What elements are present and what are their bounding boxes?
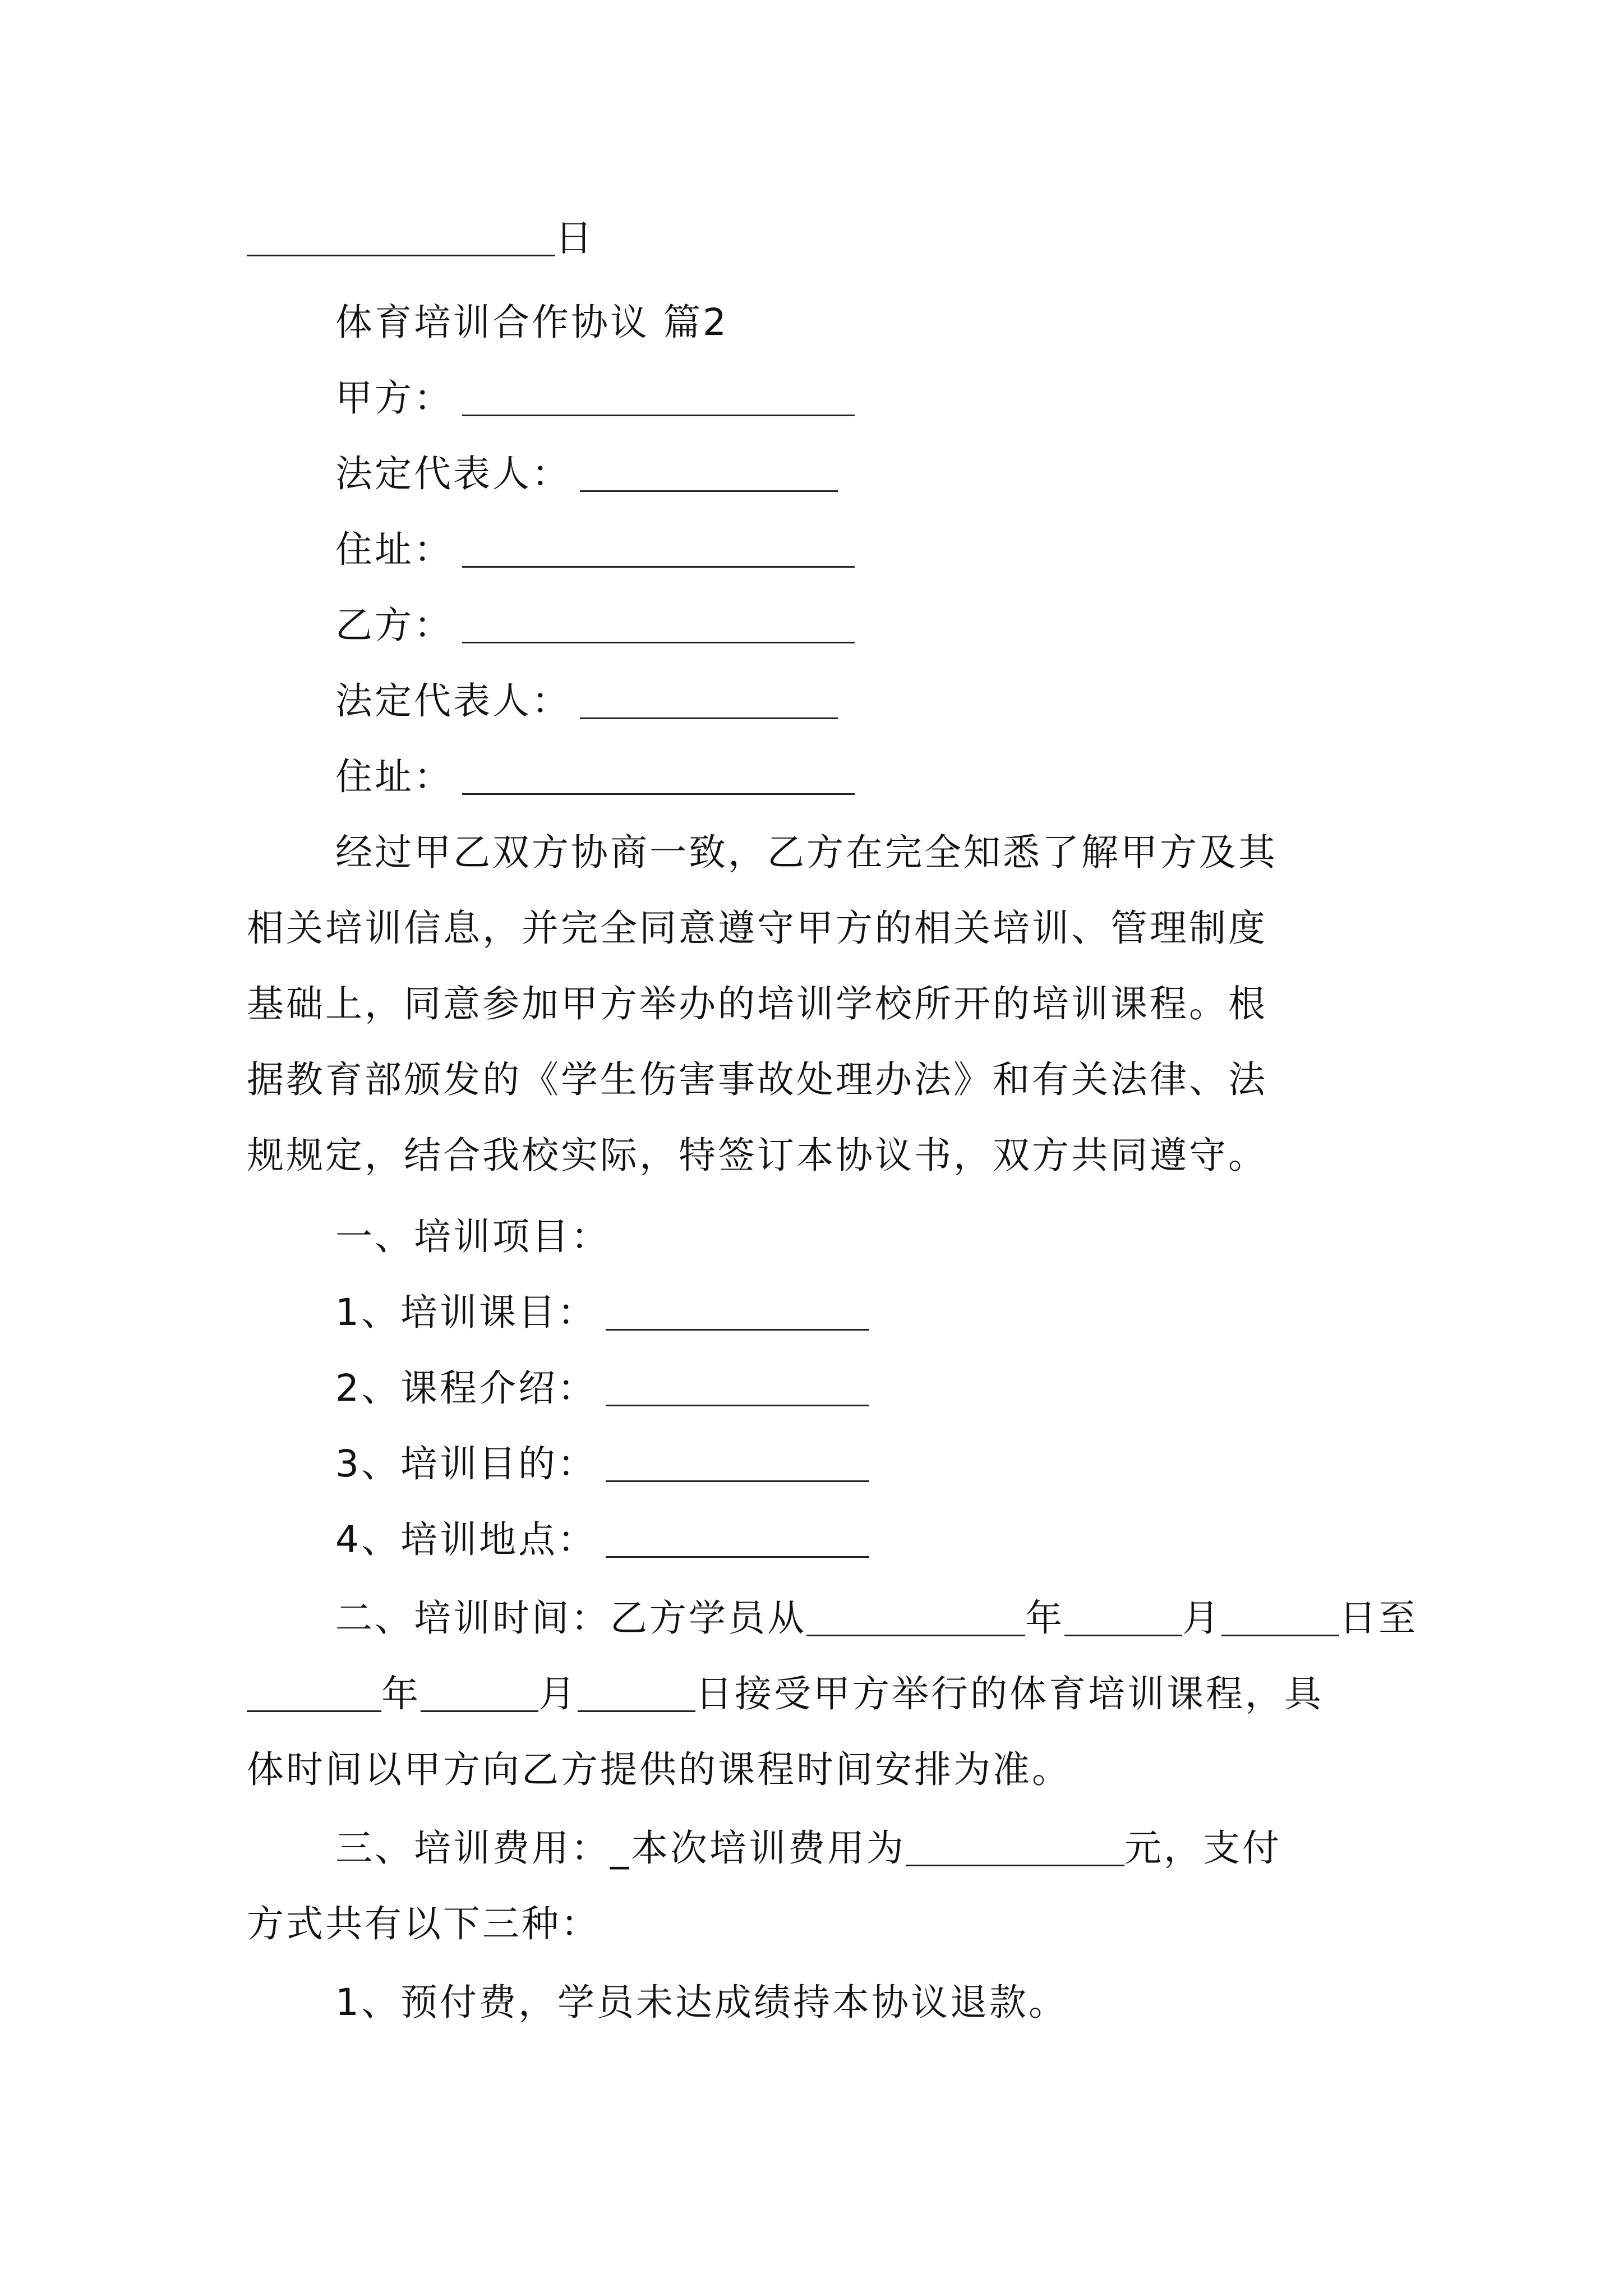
party-a-addr-label: 住址： (335, 528, 453, 571)
section-1-item-blank (606, 1358, 869, 1406)
doc-title: 体育培训合作协议 篇2 (335, 301, 728, 344)
party-a-rep-blank (580, 443, 838, 492)
section-3-line-2: 方式共有以下三种： (247, 1902, 600, 1945)
section-3-line-1 (335, 1818, 1281, 1879)
party-b-addr-label: 住址： (335, 755, 453, 798)
year-blank (806, 1588, 1025, 1636)
year-blank (247, 1663, 381, 1712)
section-1-item-blank (606, 1282, 869, 1331)
party-a-line (335, 367, 855, 429)
section-1-item (335, 1433, 869, 1495)
intro-line: 规规定，结合我校实际，特签订本协议书，双方共同遵守。 (247, 1134, 1267, 1177)
section-1-item (335, 1358, 869, 1419)
day-to-label: 日至 (1339, 1596, 1418, 1640)
section-1-item-label: 1、培训课目： (335, 1291, 597, 1334)
section-1-item (335, 1509, 869, 1571)
intro-line: 据教育部颁发的《学生伤害事故处理办法》和有关法律、法 (247, 1058, 1267, 1101)
section-3-prefix: 三、培训费用：_本次培训费用为 (335, 1826, 906, 1870)
month-blank (421, 1663, 538, 1712)
party-a-blank (462, 367, 855, 416)
section-2-prefix: 二、培训时间：乙方学员从 (335, 1596, 806, 1640)
fee-blank (906, 1818, 1124, 1866)
day-label: 日 (555, 217, 594, 260)
party-b-rep-blank (580, 670, 838, 719)
intro-line: 经过甲乙双方协商一致，乙方在完全知悉了解甲方及其 (335, 831, 1278, 874)
day-blank (578, 1663, 695, 1712)
party-b-addr-blank (462, 746, 855, 795)
section-2-line-1 (335, 1588, 1418, 1649)
day-blank (1221, 1588, 1339, 1636)
section-2-line-3: 体时间以甲方向乙方提供的课程时间安排为准。 (247, 1748, 1071, 1791)
day-blank (247, 208, 555, 256)
date-line (247, 208, 594, 269)
section-1-item (335, 1282, 869, 1343)
party-b-rep-label: 法定代表人： (335, 679, 571, 723)
month-blank (1064, 1588, 1182, 1636)
month-label: 月 (1182, 1596, 1221, 1640)
intro-line: 相关培训信息，并完全同意遵守甲方的相关培训、管理制度 (247, 907, 1267, 950)
party-b-addr-line (335, 746, 855, 808)
party-a-rep-line (335, 443, 838, 505)
party-a-label: 甲方： (335, 376, 453, 420)
prepay-item: 1、预付费，学员未达成绩持本协议退款。 (335, 1981, 1068, 2024)
section-1-item-label: 2、课程介绍： (335, 1366, 597, 1410)
section-1-item-label: 3、培训目的： (335, 1442, 597, 1485)
day-accept-label: 日接受甲方举行的体育培训课程，具 (695, 1672, 1324, 1715)
party-b-label: 乙方： (335, 604, 453, 647)
party-b-blank (462, 595, 855, 643)
month-label: 月 (538, 1672, 578, 1715)
year-label: 年 (381, 1672, 421, 1715)
section-2-line-2 (247, 1663, 1324, 1725)
section-1-item-blank (606, 1433, 869, 1482)
intro-line: 基础上，同意参加甲方举办的培训学校所开的培训课程。根 (247, 982, 1267, 1025)
party-a-rep-label: 法定代表人： (335, 452, 571, 495)
section-1-item-label: 4、培训地点： (335, 1518, 597, 1561)
party-a-addr-line (335, 519, 855, 581)
party-b-line (335, 595, 855, 656)
party-b-rep-line (335, 670, 838, 732)
party-a-addr-blank (462, 519, 855, 568)
section-1-title: 一、培训项目： (335, 1215, 610, 1258)
year-label: 年 (1025, 1596, 1064, 1640)
section-1-item-blank (606, 1509, 869, 1558)
section-3-suffix: 元，支付 (1124, 1826, 1281, 1870)
